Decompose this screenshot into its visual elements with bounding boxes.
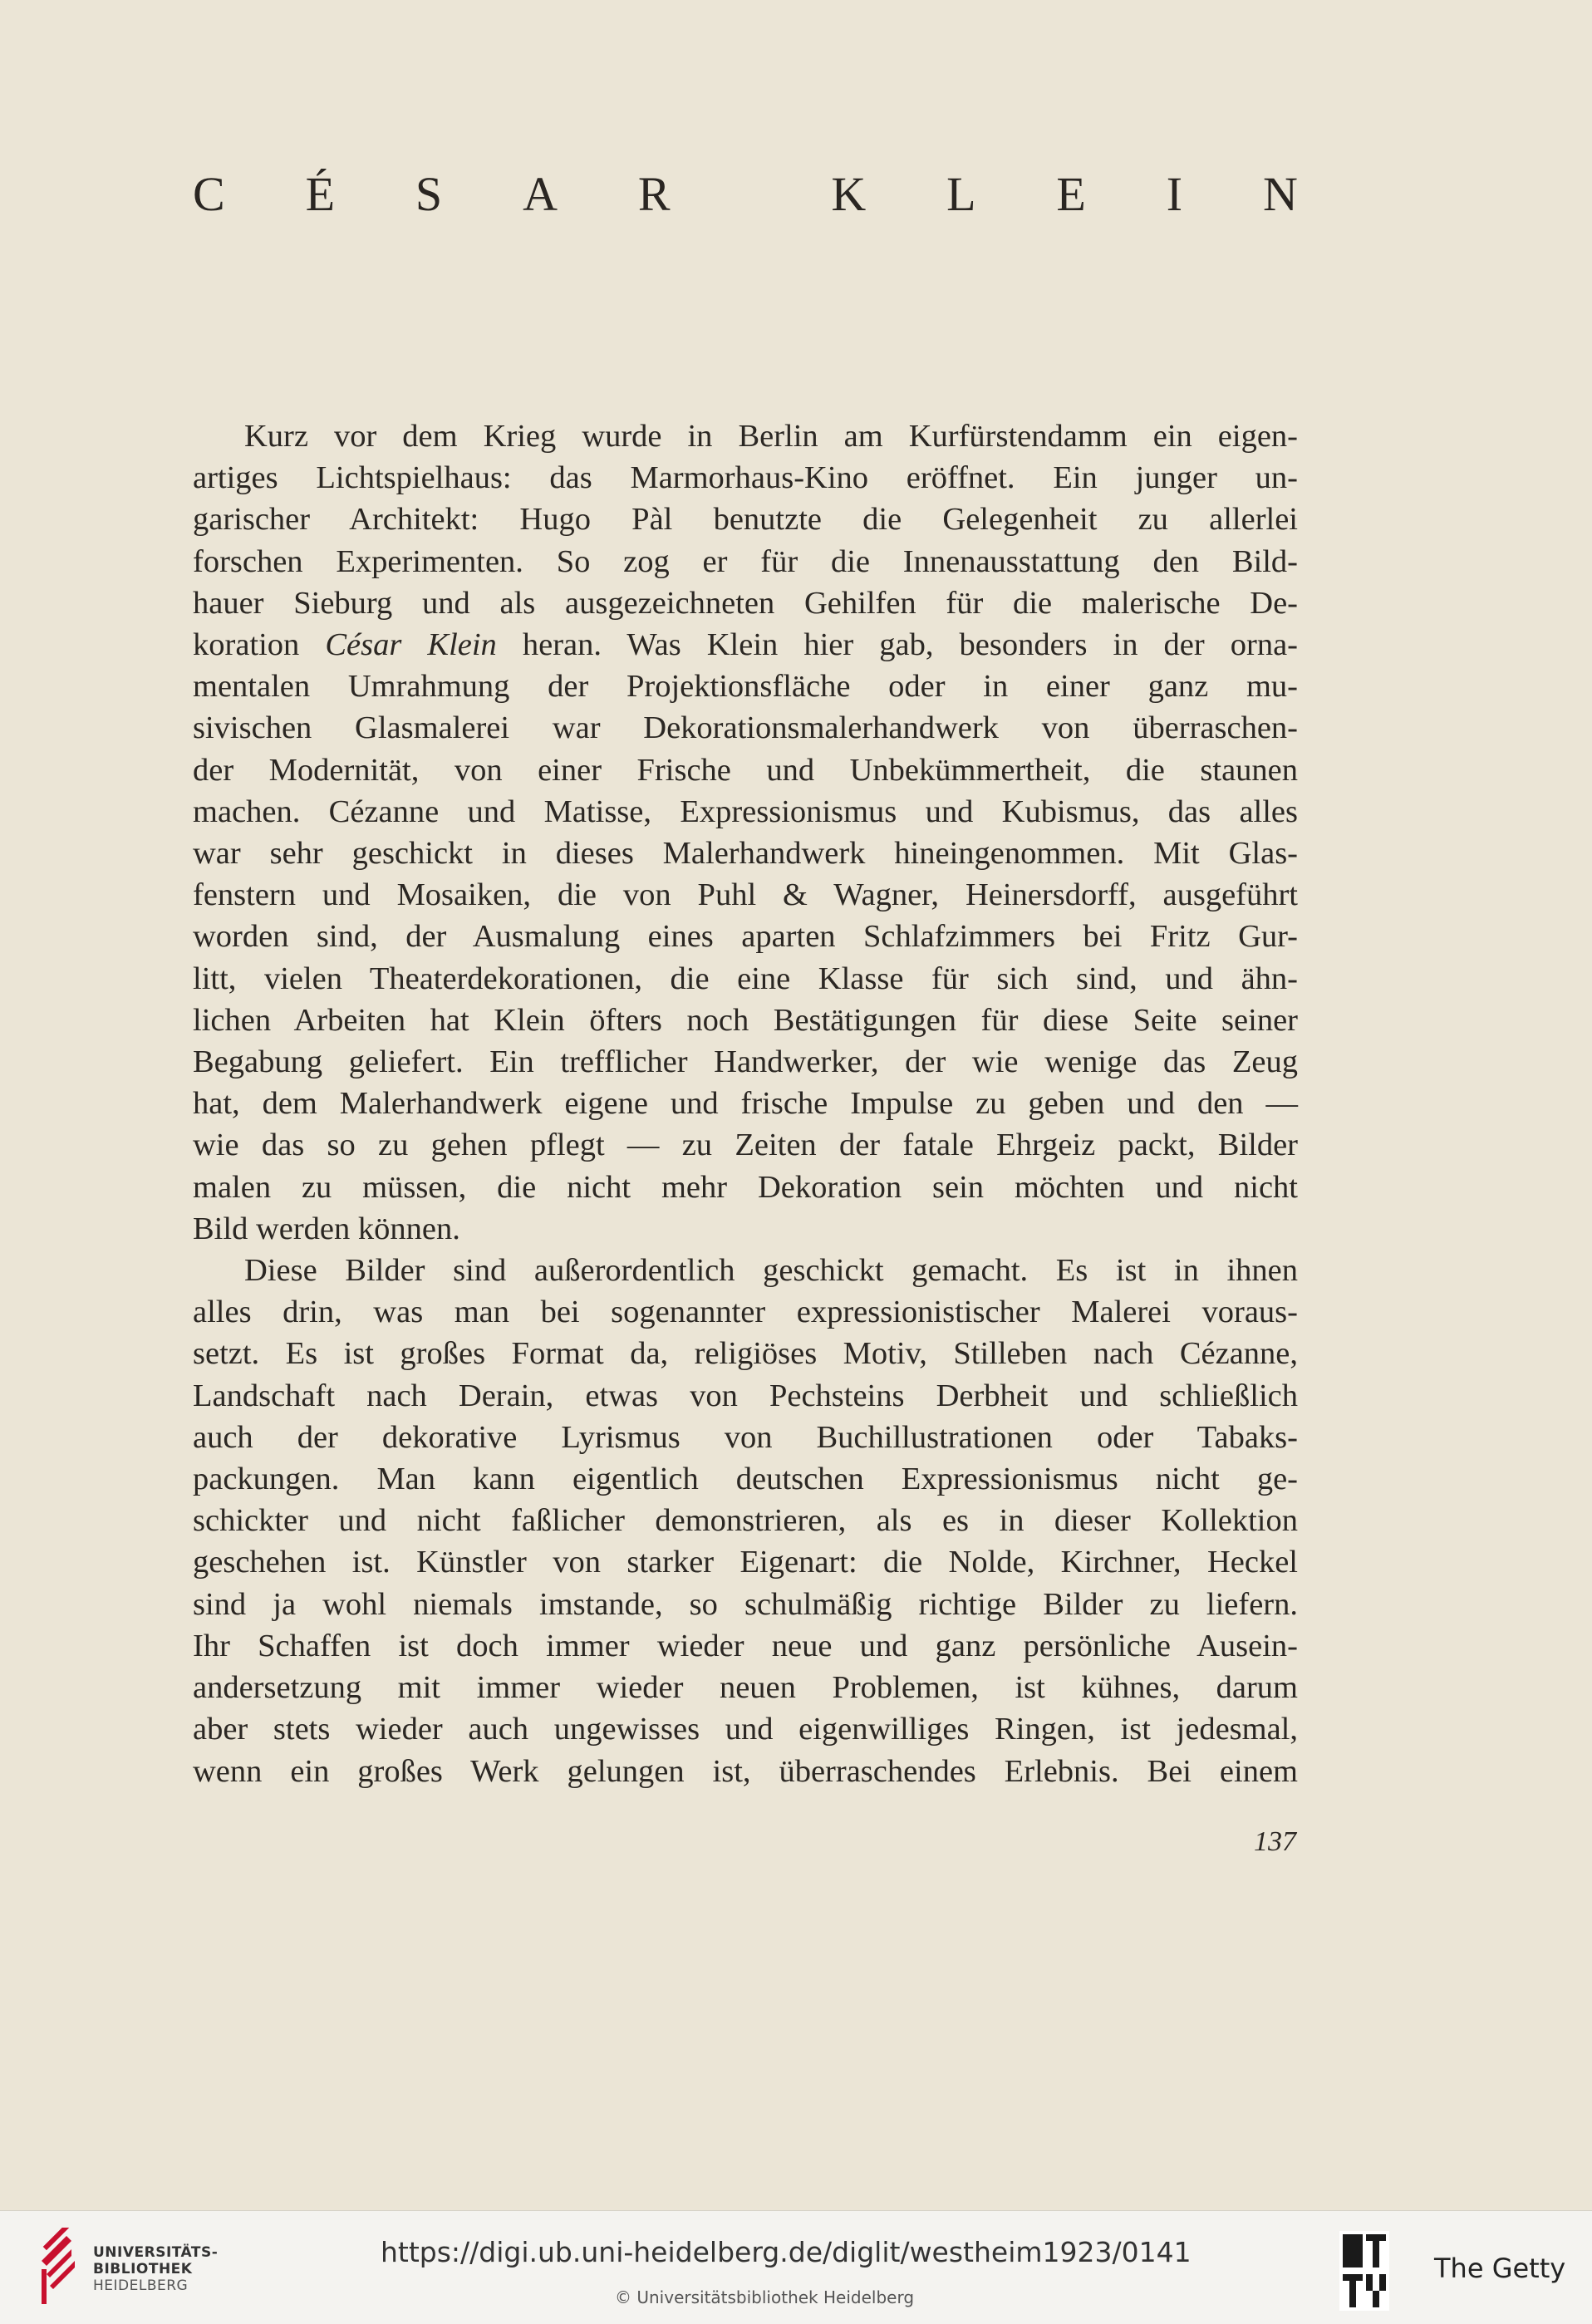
text-line: machen. Cézanne und Matisse, Expressionismus und Kubismus, das alles [193,794,1298,829]
text-line: aber stets wieder auch ungewisses und eigenwilliges Ringen, ist jedesmal, [193,1712,1298,1747]
title-letter: E [1056,167,1086,221]
page-number: 137 [1254,1826,1296,1857]
text-segment: heran. Was Klein hier gab, besonders in der orna- [496,627,1298,663]
text-line: Diese Bilder sind außerordentlich geschickt gemacht. Es ist in ihnen [244,1253,1298,1289]
viewer-footer [0,2210,1592,2324]
text-line: malen zu müssen, die nicht mehr Dekoration sein möchten und nicht [193,1169,1298,1205]
text-line: war sehr geschickt in dieses Malerhandwerk hineingenommen. Mit Glas- [193,836,1298,872]
article-body [193,415,1298,1792]
getty-logo-icon[interactable] [1339,2231,1389,2311]
text-line: mentalen Umrahmung der Projektionsfläche oder in einer ganz mu- [193,669,1298,705]
italic-name: César Klein [325,627,497,663]
title-letter: A [523,167,558,221]
permalink-url[interactable]: https://digi.ub.uni-heidelberg.de/diglit/westheim1923/0141 [381,2236,1192,2268]
title-letter: K [831,167,867,221]
text-line: lichen Arbeiten hat Klein öfters noch Bestätigungen für diese Seite seiner [193,1002,1298,1038]
text-line: wie das so zu gehen pflegt — zu Zeiten der fatale Ehrgeiz packt, Bilder [193,1128,1298,1163]
text-line: packungen. Man kann eigentlich deutschen Expressionismus nicht ge- [193,1462,1298,1497]
text-line: der Modernität, von einer Frische und Unbekümmertheit, die staunen [193,752,1298,788]
ub-heidelberg-logo-icon[interactable] [33,2228,83,2311]
title-letter: N [1262,167,1298,221]
text-line: wenn ein großes Werk gelungen ist, überraschendes Erlebnis. Bei einem [193,1753,1298,1789]
title-letter: R [637,167,671,221]
text-line: andersetzung mit immer wieder neuen Problemen, ist kühnes, darum [193,1670,1298,1706]
text-line: Landschaft nach Derain, etwas von Pechsteins Derbheit und schließlich [193,1378,1298,1413]
text-line [193,624,1298,666]
text-line: fenstern und Mosaiken, die von Puhl & Wagner, Heinersdorff, ausgeführt [193,877,1298,913]
title-letter: I [1166,167,1183,221]
title-letter: S [415,167,443,221]
text-segment: koration [193,627,326,663]
text-line: setzt. Es ist großes Format da, religiöses Motiv, Stilleben nach Cézanne, [193,1336,1298,1372]
text-line: alles drin, was man bei sogenannter expressionistischer Malerei voraus- [193,1295,1298,1330]
text-line: hat, dem Malerhandwerk eigene und frische Impulse zu geben und den — [193,1086,1298,1122]
text-line: sind ja wohl niemals imstande, so schulmäßig richtige Bilder zu liefern. [193,1586,1298,1622]
library-name: UNIVERSITÄTS- BIBLIOTHEK HEIDELBERG [93,2244,219,2294]
text-line: hauer Sieburg und als ausgezeichneten Gehilfen für die malerische De- [193,585,1298,621]
text-line: forschen Experimenten. So zog er für die Innenausstattung den Bild- [193,543,1298,579]
text-line: worden sind, der Ausmalung eines aparten Schlafzimmers bei Fritz Gur- [193,919,1298,955]
text-line: Ihr Schaffen ist doch immer wieder neue und ganz persönliche Ausein- [193,1628,1298,1663]
text-line: Kurz vor dem Krieg wurde in Berlin am Kurfürstendamm ein eigen- [244,419,1298,454]
text-line: artiges Lichtspielhaus: das Marmorhaus-Kino eröffnet. Ein junger un- [193,460,1298,496]
text-line: geschehen ist. Künstler von starker Eigenart: die Nolde, Kirchner, Heckel [193,1545,1298,1580]
copyright-notice: © Universitätsbibliothek Heidelberg [615,2287,915,2307]
text-line: sivischen Glasmalerei war Dekorationsmalerhandwerk von überraschen- [193,710,1298,746]
text-line: Begabung geliefert. Ein trefflicher Handwerker, der wie wenige das Zeug [193,1044,1298,1080]
text-line: garischer Architekt: Hugo Pàl benutzte die Gelegenheit zu allerlei [193,502,1298,538]
text-line: schickter und nicht faßlicher demonstrieren, als es in dieser Kollektion [193,1503,1298,1539]
text-line: litt, vielen Theaterdekorationen, die eine Klasse für sich sind, und ähn- [193,961,1298,996]
title-letter: L [946,167,976,221]
text-line: auch der dekorative Lyrismus von Buchillustrationen oder Tabaks- [193,1419,1298,1455]
text-line: Bild werden können. [193,1211,460,1246]
title-letter: C [193,167,225,221]
page-title [193,166,1298,222]
title-letter: É [305,167,336,221]
partner-name: The Getty [1434,2253,1566,2284]
